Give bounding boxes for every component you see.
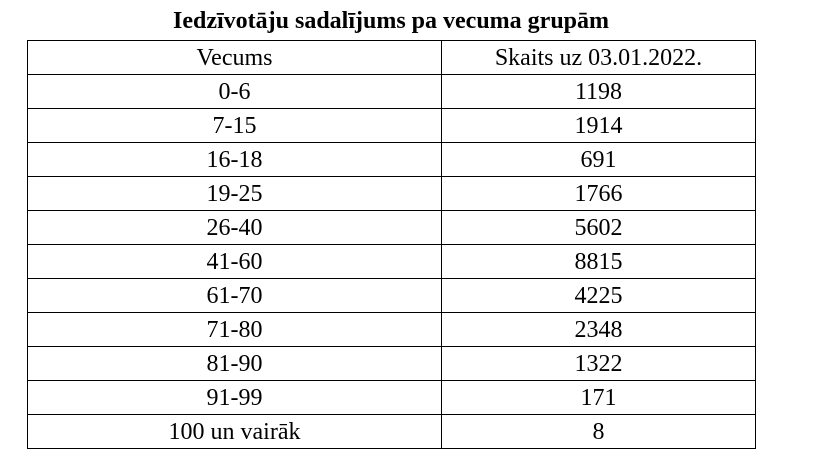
table-title: Iedzīvotāju sadalījums pa vecuma grupām: [172, 8, 610, 34]
count-cell: 1914: [442, 109, 756, 143]
age-group-cell: 100 un vairāk: [28, 415, 442, 449]
count-cell: 5602: [442, 211, 756, 245]
table-row: [28, 347, 756, 381]
age-group-cell: 71-80: [28, 313, 442, 347]
count-cell: 4225: [442, 279, 756, 313]
age-group-cell: 0-6: [28, 75, 442, 109]
age-group-cell: 26-40: [28, 211, 442, 245]
age-group-cell: 7-15: [28, 109, 442, 143]
table-row: [28, 415, 756, 449]
age-group-table: [27, 40, 756, 449]
table-header-row: [28, 41, 756, 75]
table-row: [28, 381, 756, 415]
age-group-cell: 16-18: [28, 143, 442, 177]
table-row: [28, 245, 756, 279]
count-cell: 1766: [442, 177, 756, 211]
table-row: [28, 279, 756, 313]
table-row: [28, 109, 756, 143]
count-cell: 171: [442, 381, 756, 415]
age-group-cell: 61-70: [28, 279, 442, 313]
count-cell: 8815: [442, 245, 756, 279]
count-cell: 8: [442, 415, 756, 449]
table-row: [28, 177, 756, 211]
column-header-count: Skaits uz 03.01.2022.: [442, 41, 756, 75]
age-group-cell: 81-90: [28, 347, 442, 381]
count-cell: 1322: [442, 347, 756, 381]
count-cell: 691: [442, 143, 756, 177]
age-group-cell: 41-60: [28, 245, 442, 279]
column-header-age: Vecums: [28, 41, 442, 75]
table-row: [28, 313, 756, 347]
table-row: [28, 143, 756, 177]
count-cell: 1198: [442, 75, 756, 109]
count-cell: 2348: [442, 313, 756, 347]
table-row: [28, 211, 756, 245]
table-row: [28, 75, 756, 109]
age-group-cell: 91-99: [28, 381, 442, 415]
age-group-cell: 19-25: [28, 177, 442, 211]
